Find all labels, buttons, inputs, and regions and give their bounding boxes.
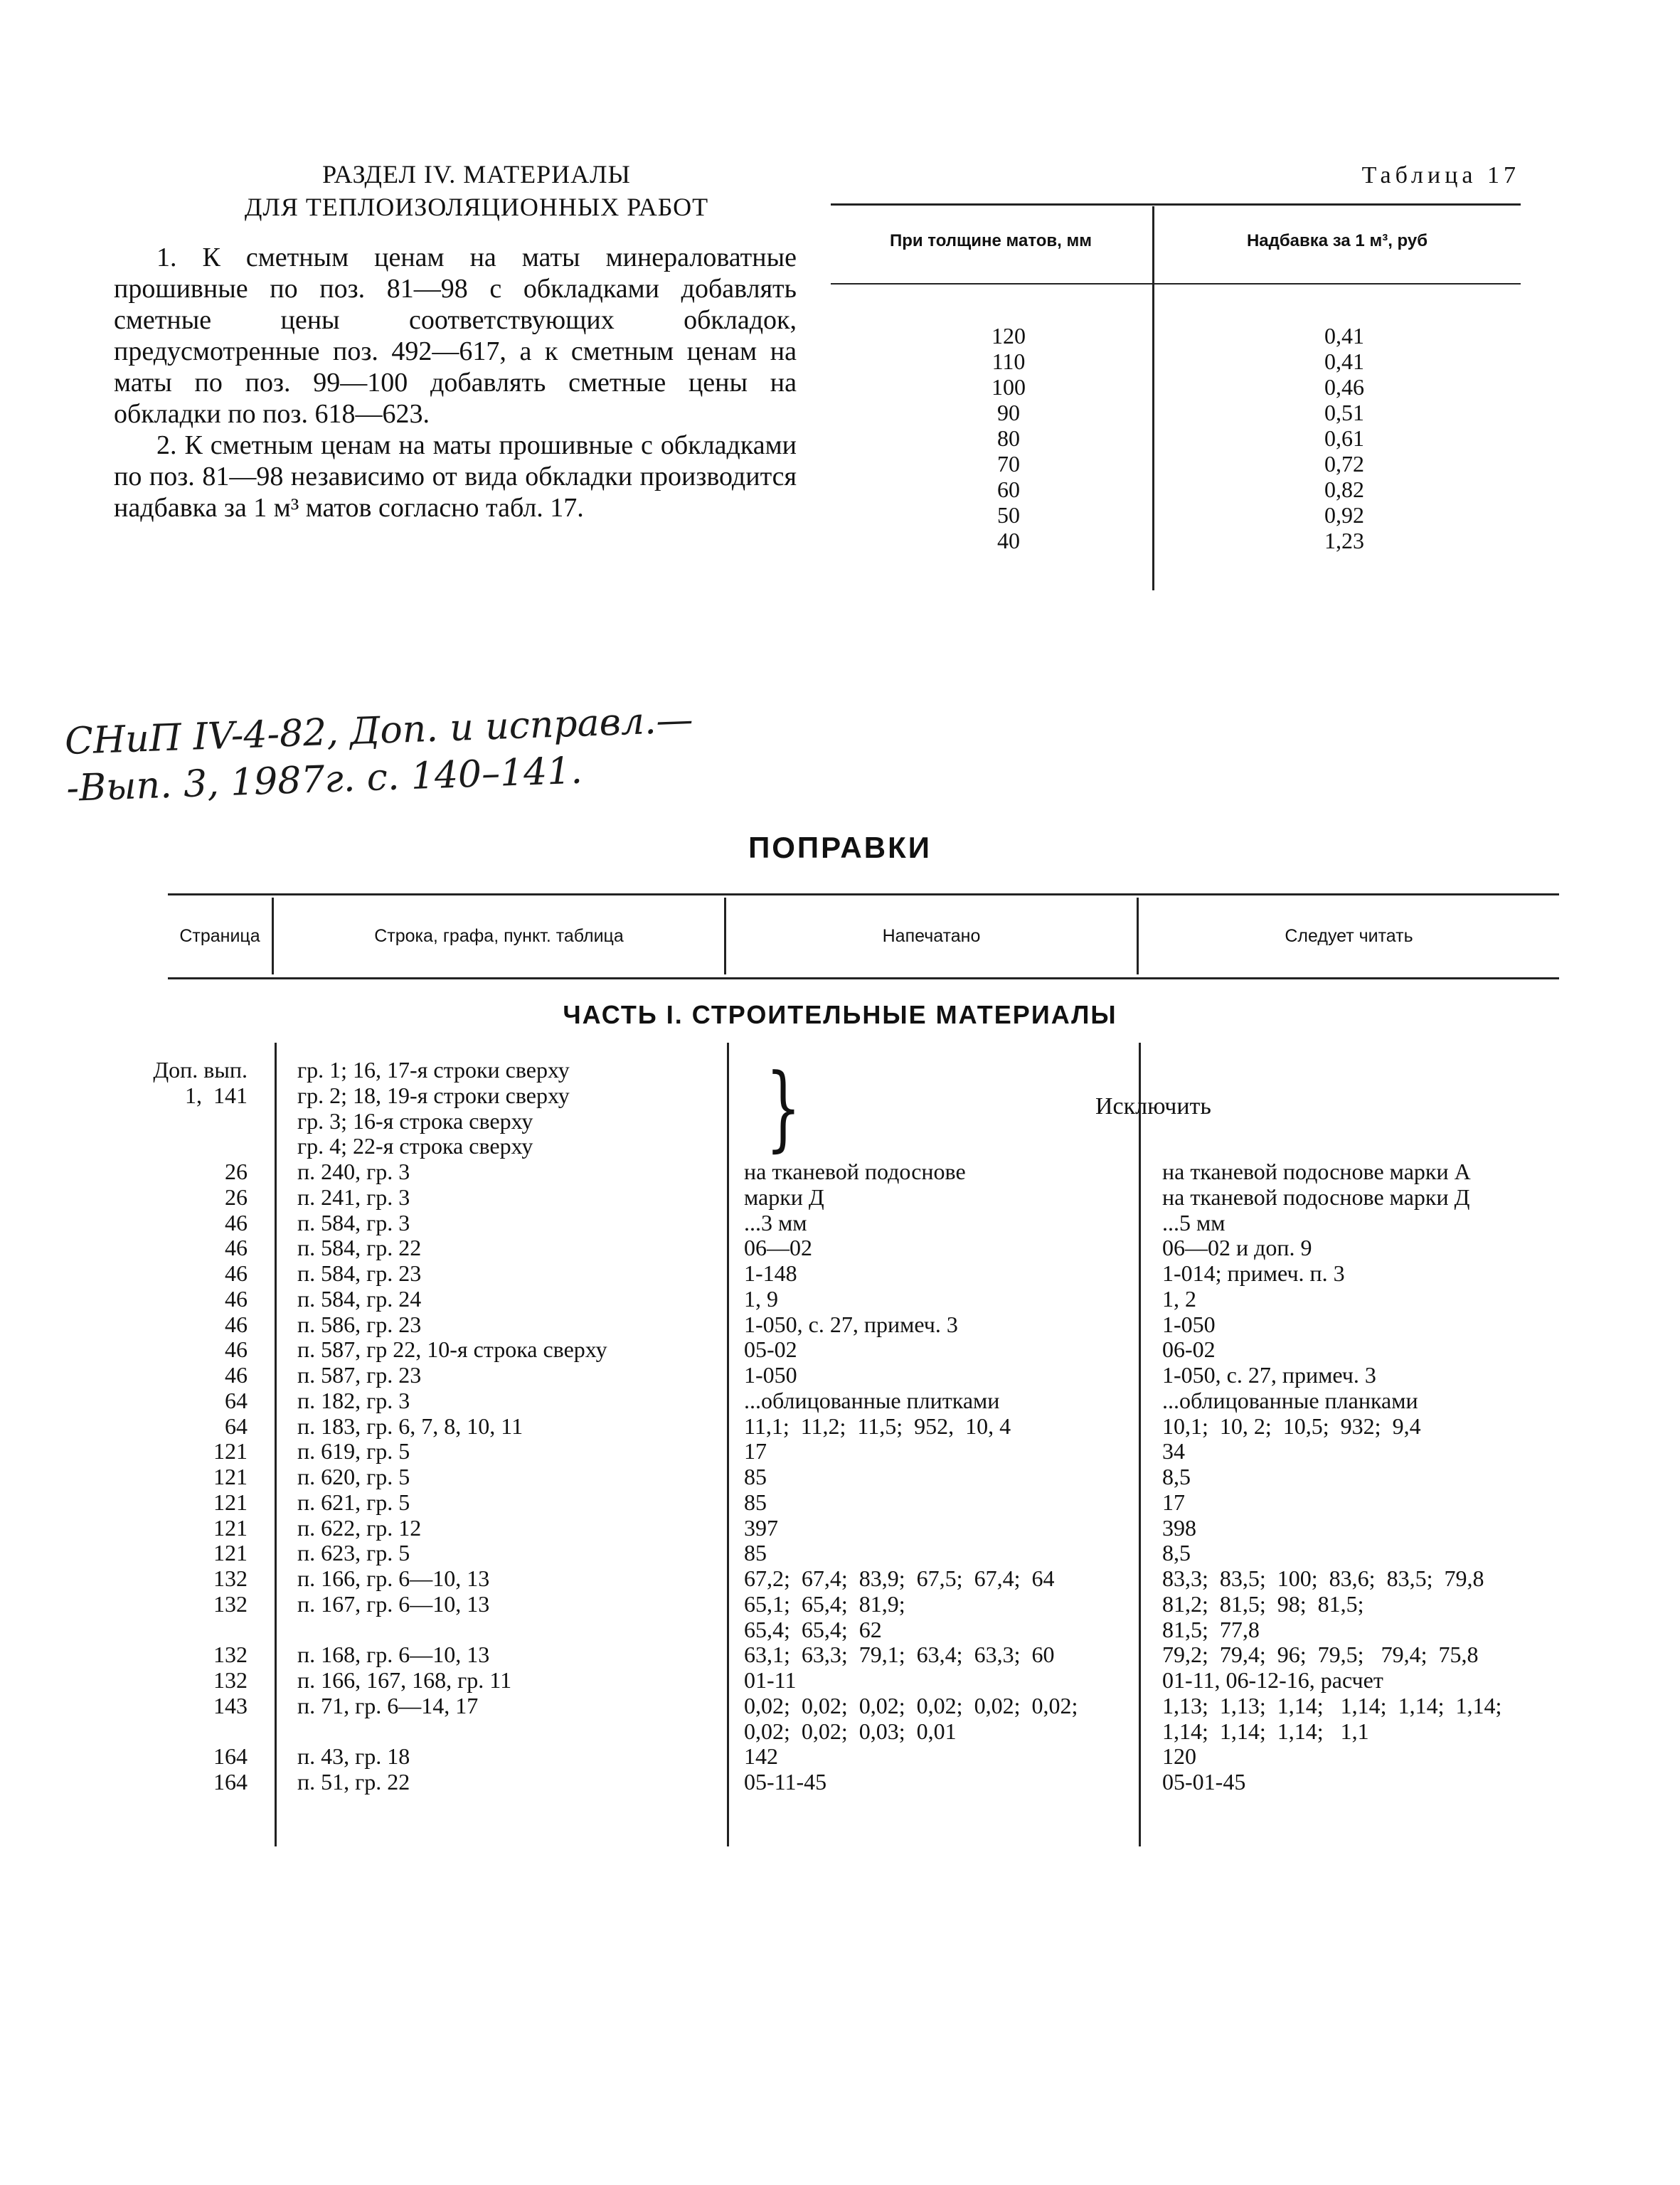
right-brace-icon: } bbox=[765, 1053, 802, 1161]
table17-surcharge-values: 0,41 0,41 0,46 0,51 0,61 0,72 0,82 0,92 1,23 bbox=[1324, 323, 1364, 553]
table17-header-thickness: При толщине матов, мм bbox=[889, 231, 1092, 250]
header-read-as: Следует читать bbox=[1285, 926, 1413, 946]
corrections-title: ПОПРАВКИ bbox=[748, 831, 932, 864]
column-read-as: на тканевой подоснове марки А на тканевой подоснове марки Д ...5 мм 06—02 и доп. 9 1-014; примеч. п. 3 1, 2 1-050 06-02 1-050, с. 27, примеч. 3 ...облицованные планками 10,1; 10, 2; 10,5; 932; 9,4 34 8,5 17 398 8,5 83,3; 83,5; 100; 83,6; 83,5; 79,8 81,2; 81,5; 98; 81,5; 81,5; 77,8 79,2; 79,4; 96; 79,5; 79,4; 75,8 01-11, 06-12-16, расчет 1,13; 1,13; 1,14; 1,14; 1,14; 1,14; 1,14; 1,14; 1,14; 1,1 120 05-01-45 bbox=[1162, 1159, 1502, 1795]
handwritten-note-line2: -Вып. 3, 1987г. с. 140–141. bbox=[65, 749, 583, 810]
table17-header-rule bbox=[831, 283, 1521, 285]
body-divider-1 bbox=[275, 1043, 277, 1846]
column-printed: на тканевой подоснове марки Д ...3 мм 06—02 1-148 1, 9 1-050, с. 27, примеч. 3 05-02 1-050 ...облицованные плитками 11,1; 11,2; 11,5; 952, 10, 4 17 85 85 397 85 67,2; 67,4; 83,9; 67,5; 67,4; 64 65,1; 65,4; 81,9; 65,4; 65,4; 62 63,1; 63,3; 79,1; 63,4; 63,3; 60 01-11 0,02; 0,02; 0,02; 0,02; 0,02; 0,02; 0,02; 0,02; 0,03; 0,01 142 05-11-45 bbox=[744, 1159, 1078, 1795]
section-title-line2: ДЛЯ ТЕПЛОИЗОЛЯЦИОННЫХ РАБОТ bbox=[244, 193, 709, 221]
table17-thickness-values: 120 110 100 90 80 70 60 50 40 bbox=[991, 323, 1026, 553]
corrections-header-rule bbox=[168, 977, 1559, 979]
column-where: гр. 1; 16, 17-я строки сверху гр. 2; 18, 19-я строки сверху гр. 3; 16-я строка сверху гр. 4; 22-я строка сверху п. 240, гр. 3 п. 241, гр. 3 п. 584, гр. 3 п. 584, гр. 22 п. 584, гр. 23 п. 584, гр. 24 п. 586, гр. 23 п. 587, гр 22, 10-я строка сверху п. 587, гр. 23 п. 182, гр. 3 п. 183, гр. 6, 7, 8, 10, 11 п. 619, гр. 5 п. 620, гр. 5 п. 621, гр. 5 п. 622, гр. 12 п. 623, гр. 5 п. 166, гр. 6—10, 13 п. 167, гр. 6—10, 13 п. 168, гр. 6—10, 13 п. 166, 167, 168, гр. 11 п. 71, гр. 6—14, 17 п. 43, гр. 18 п. 51, гр. 22 bbox=[297, 1057, 607, 1795]
section-title-line1: РАЗДЕЛ IV. МАТЕРИАЛЫ bbox=[322, 160, 631, 188]
table17-top-rule bbox=[831, 203, 1521, 206]
section-title bbox=[114, 158, 839, 223]
handwritten-note bbox=[64, 696, 696, 812]
header-where: Строка, графа, пункт. таблица bbox=[374, 926, 624, 946]
paragraph-1: 1. К сметным ценам на маты минераловатные прошивные по поз. 81—98 с обкладками добавлять сметные цены соответствующих обкладок, предусмотренные поз. 492—617, а к сметным ценам на маты по поз. 99—100 добавлять сметные цены на обкладки по поз. 618—623. bbox=[114, 243, 797, 429]
handwritten-note-line1: СНиП IV-4-82, Доп. и исправл.— bbox=[64, 698, 694, 763]
header-printed: Напечатано bbox=[882, 926, 981, 946]
corrections-top-rule bbox=[168, 893, 1559, 895]
part-title: ЧАСТЬ I. СТРОИТЕЛЬНЫЕ МАТЕРИАЛЫ bbox=[563, 1000, 1117, 1029]
exclude-label: Исключить bbox=[1095, 1093, 1211, 1120]
table17-header-surcharge: Надбавка за 1 м³, руб bbox=[1246, 231, 1428, 250]
table17-caption: Таблица 17 bbox=[1361, 162, 1520, 188]
header-page: Страница bbox=[179, 926, 260, 946]
column-page: Доп. вып. 1, 141 26 26 46 46 46 46 46 46 46 64 64 121 121 121 121 121 132 132 132 132 143 164 164 bbox=[153, 1057, 248, 1795]
section-paragraphs bbox=[114, 242, 797, 523]
paragraph-2: 2. К сметным ценам на маты прошивные с обкладками по поз. 81—98 независимо от вида обкладки производится надбавка за 1 м³ матов согласно табл. 17. bbox=[114, 430, 797, 523]
body-divider-2 bbox=[727, 1043, 729, 1846]
